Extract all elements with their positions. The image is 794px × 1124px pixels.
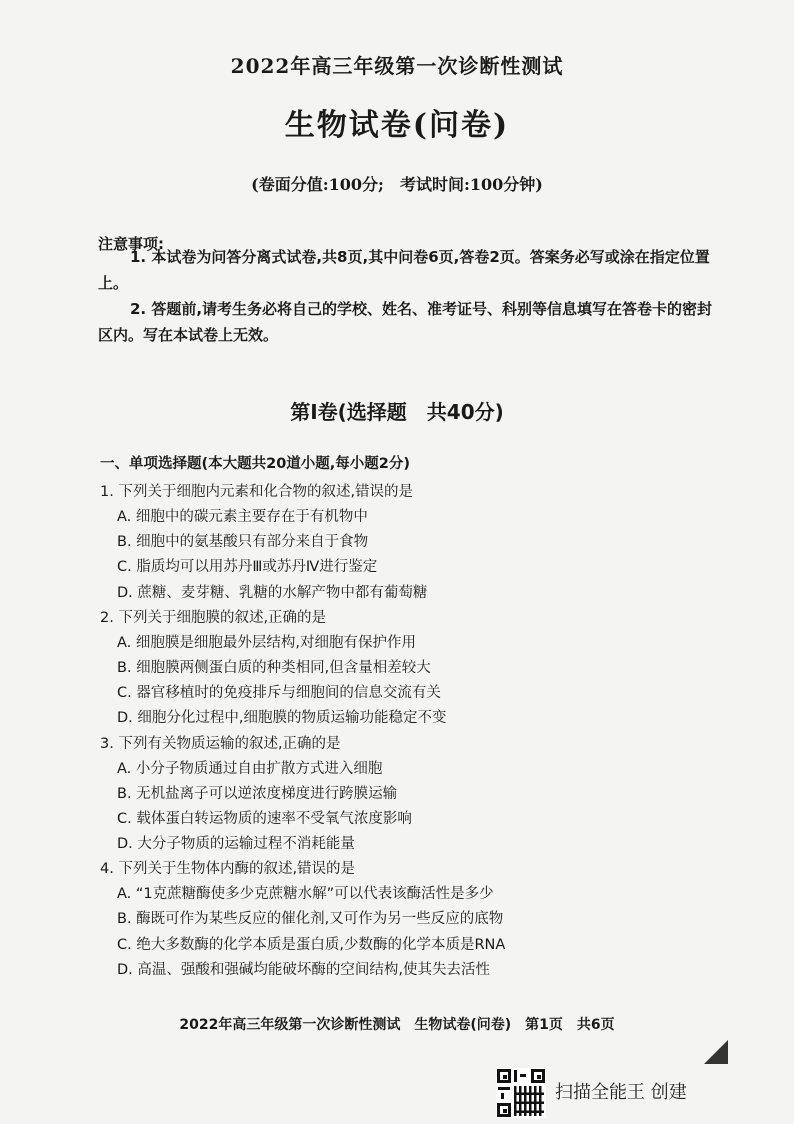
qr-code-icon [496, 1068, 546, 1118]
question-stem: 4. 下列关于生物体内酶的叙述,错误的是 [100, 861, 356, 878]
notice-item: 1. 本试卷为问答分离式试卷,共8页,其中问卷6页,答卷2页。答案务必写或涂在指定位置上。 [98, 248, 710, 292]
question-option: C. 载体蛋白转运物质的速率不受氧气浓度影响 [117, 810, 412, 827]
question-option: D. 细胞分化过程中,细胞膜的物质运输功能稳定不变 [117, 710, 447, 727]
paper-title: 生物试卷(问卷) [284, 108, 510, 143]
question-option: A. 细胞膜是细胞最外层结构,对细胞有保护作用 [117, 634, 416, 651]
question-list [100, 453, 740, 984]
question-option: D. 蔗糖、麦芽糖、乳糖的水解产物中都有葡萄糖 [117, 584, 428, 601]
question-stem: 2. 下列关于细胞膜的叙述,正确的是 [100, 609, 327, 626]
question-option: B. 酶既可作为某些反应的催化剂,又可作为另一些反应的底物 [117, 911, 504, 928]
notice-item: 2. 答题前,请考生务必将自己的学校、姓名、准考证号、科别等信息填写在答卷卡的密封区内。写在本试卷上无效。 [98, 300, 713, 344]
question-option: B. 无机盐离子可以逆浓度梯度进行跨膜运输 [117, 785, 398, 802]
question-stem: 1. 下列关于细胞内元素和化合物的叙述,错误的是 [100, 484, 414, 500]
question-option: D. 高温、强酸和强碱均能破坏酶的空间结构,使其失去活性 [117, 961, 490, 978]
question-stem: 3. 下列有关物质运输的叙述,正确的是 [100, 735, 341, 752]
question-option: D. 大分子物质的运输过程不消耗能量 [117, 836, 355, 853]
question-option: A. 细胞中的碳元素主要存在于有机物中 [117, 509, 368, 525]
question-option: B. 细胞膜两侧蛋白质的种类相同,但含量相差较大 [117, 659, 431, 676]
section-title: 第Ⅰ卷(选择题 共40分) [290, 400, 504, 424]
page-fold-corner [704, 1040, 728, 1064]
question-option: B. 细胞中的氨基酸只有部分来自于食物 [117, 534, 369, 551]
exam-info: (卷面分值:100分; 考试时间:100分钟) [251, 175, 543, 194]
question-option: A. “1克蔗糖酶使多少克蔗糖水解”可以代表该酶活性是多少 [117, 886, 494, 903]
exam-title: 2022年高三年级第一次诊断性测试 [230, 54, 564, 78]
scanner-watermark: 扫描全能王 创建 [555, 1082, 687, 1103]
question-option: C. 脂质均可以用苏丹Ⅲ或苏丹Ⅳ进行鉴定 [117, 559, 378, 576]
notice-title: 注意事项: [98, 235, 164, 253]
part-heading: 一、单项选择题(本大题共20道小题,每小题2分) [100, 456, 411, 472]
page-footer: 2022年高三年级第一次诊断性测试 生物试卷(问卷) 第1页 共6页 [179, 1017, 615, 1033]
question-option: C. 器官移植时的免疫排斥与细胞间的信息交流有关 [117, 685, 441, 702]
question-option: A. 小分子物质通过自由扩散方式进入细胞 [117, 760, 383, 777]
question-option: C. 绝大多数酶的化学本质是蛋白质,少数酶的化学本质是RNA [117, 936, 506, 953]
